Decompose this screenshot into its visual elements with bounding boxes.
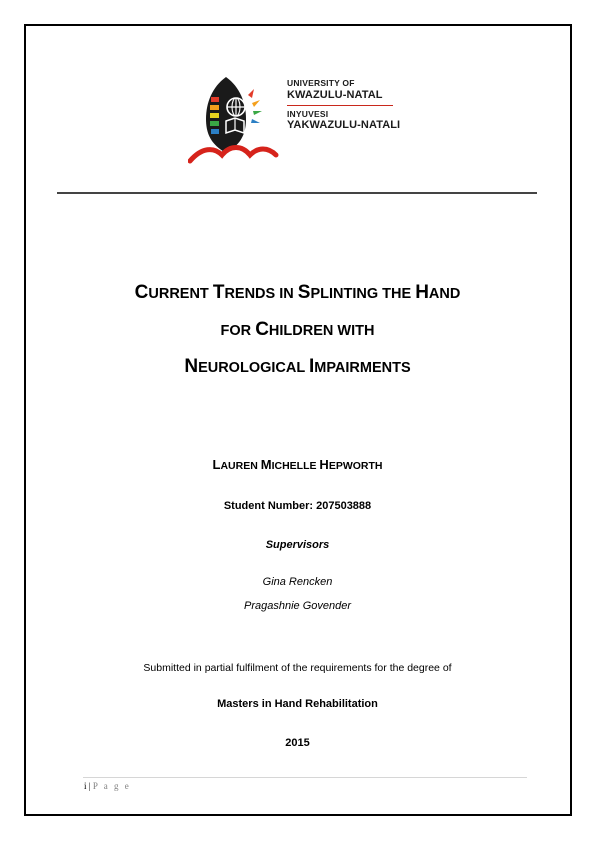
logo-wave	[190, 148, 276, 162]
supervisor-name: Gina Rencken	[262, 576, 333, 588]
page-footer	[84, 781, 131, 791]
supervisor-name: Pragashnie Govender	[243, 600, 351, 612]
logo-rule	[287, 105, 393, 106]
shield-bar	[210, 105, 219, 110]
title-line-3: NEUROLOGICAL IMPAIRMENTS	[184, 356, 411, 377]
shield-bar	[210, 113, 219, 118]
student-number: Student Number: 207503888	[223, 500, 372, 512]
submission-year: 2015	[285, 737, 310, 749]
logo-wordmark	[287, 78, 400, 131]
author-name: LAUREN MICHELLE HEPWORTH	[212, 457, 383, 472]
logo-line-2: KWAZULU-NATAL	[287, 88, 383, 101]
shield-bar	[211, 97, 219, 102]
header-divider	[57, 192, 537, 194]
logo-line-3: INYUVESI	[287, 108, 329, 119]
footer-separator: |	[86, 781, 93, 791]
shield-bar	[211, 129, 219, 134]
submission-statement: Submitted in partial fulfilment of the requirements for the degree of	[143, 662, 452, 674]
logo-line-1: UNIVERSITY OF	[287, 78, 355, 88]
logo-line-4: YAKWAZULU-NATALI	[287, 119, 401, 131]
shield-bar	[210, 121, 219, 126]
supervisors-label: Supervisors	[265, 539, 330, 551]
footer-divider	[83, 777, 527, 778]
degree-name: Masters in Hand Rehabilitation	[217, 698, 378, 710]
page-word: P a g e	[92, 781, 131, 791]
title-line-1: CURRENT TRENDS IN SPLINTING THE HAND	[134, 282, 461, 303]
page-number: i	[84, 781, 87, 791]
title-line-2: FOR CHILDREN WITH	[220, 319, 375, 340]
